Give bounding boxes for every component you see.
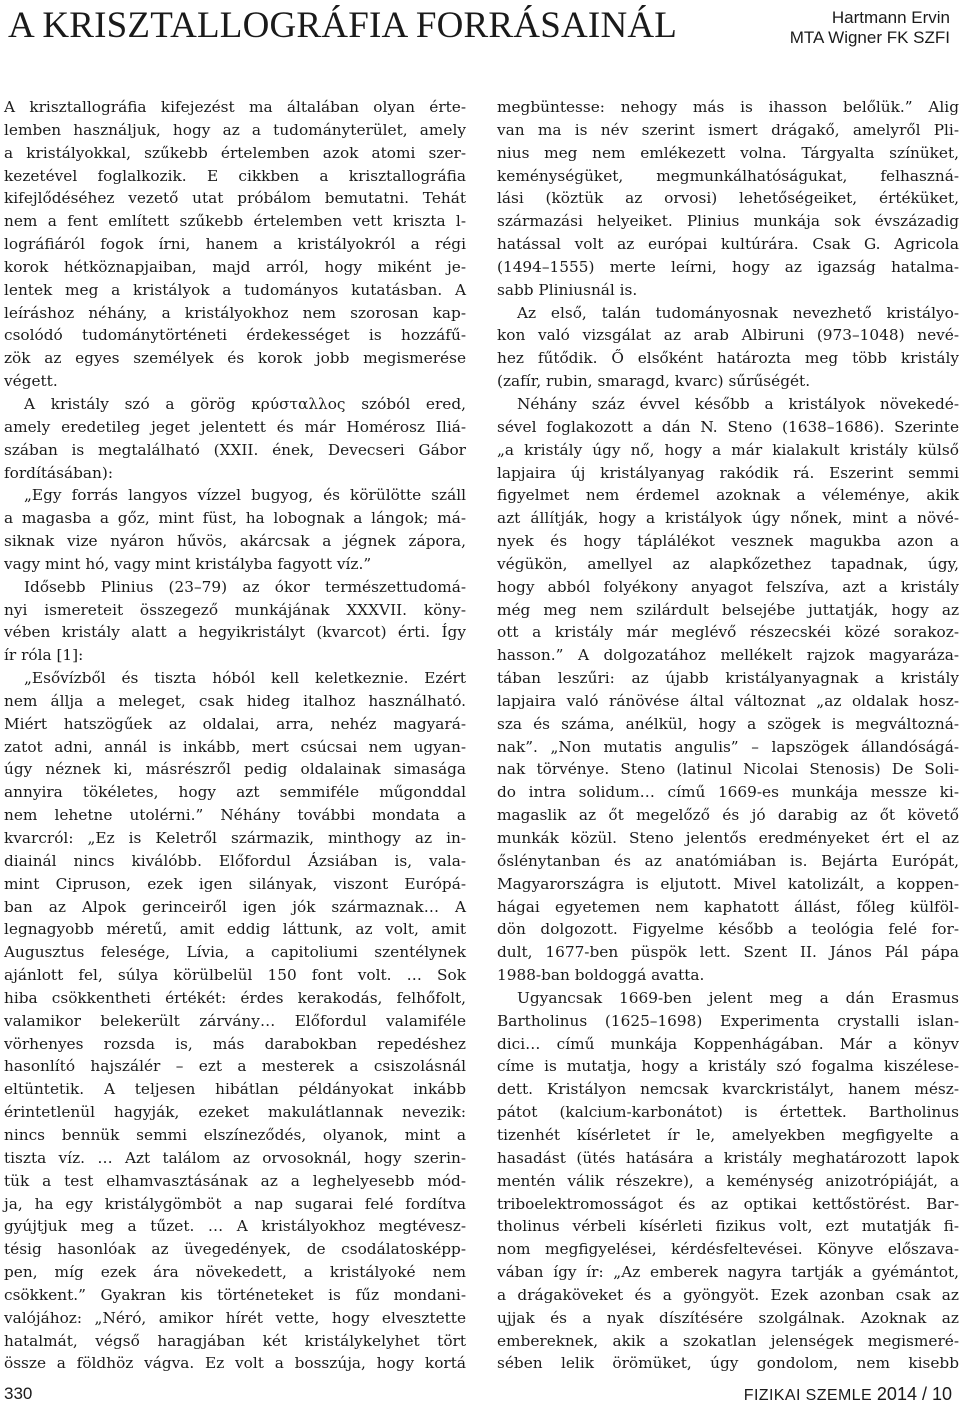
text-line: még meg nem szilárdult belsejébe juttatják, hogy az — [497, 600, 959, 619]
text-line: lapjaira való ránövése által változnat „az oldalak hosz- — [497, 691, 959, 710]
text-line: dön dolgozott. Figyelme később a teológia felé for- — [497, 920, 959, 939]
text-line: zatot adni, annál is inkább, mert csúcsai nem ugyan- — [4, 737, 466, 756]
author-block — [790, 8, 950, 48]
text-line: lentek meg a kristályok a tudományos kutatásban. A — [4, 280, 466, 299]
text-line: tizenhét kísérletet ír le, amelyekben megfigyelte a — [497, 1125, 959, 1144]
text-line: valamikor belekerült zárvány… Előfordul valamiféle — [4, 1011, 466, 1030]
text-line: tholinus vérbeli kísérleti fizikus volt, ezt mutatják fi- — [497, 1217, 959, 1236]
text-line: mentén válik részekre), a keménység anizotrópiáját, a — [497, 1171, 959, 1190]
text-line: siknak vize nyáron hűvös, akárcsak a jégnek zápora, — [4, 532, 466, 551]
text-line: eltüntetik. A teljesen hibátlan példányokat inkább — [4, 1080, 466, 1099]
text-line: hágai egyetemen nem kaphatott állást, főleg külföl- — [497, 897, 959, 916]
text-line: azt állítják, hogy a kristályok úgy nőnek, mint a növé- — [497, 509, 959, 528]
text-line: fordításában): — [4, 463, 113, 482]
text-line: hiba csökkentheti értékét: érdes kerakodás, felhőfolt, — [4, 988, 466, 1007]
text-line: dult, 1677-ben püspök lett. Szent II. János Pál pápa — [497, 943, 959, 962]
text-line: lási (köztük az orvosi) lehetőségeiket, értéküket, — [497, 189, 959, 208]
text-line: tük a test elhamvasztásának az a leghelyesebb mód- — [4, 1171, 466, 1190]
text-line: hatással volt az európai kultúrára. Csak G. Agricola — [497, 235, 959, 254]
text-line: annyira tökéletes, hogy azt semmiféle műgonddal — [4, 783, 466, 802]
text-line: érintetlenül hagyják, ezeket makulátlannak nevezik: — [4, 1103, 466, 1122]
text-line: Az első, talán tudományosnak nevezhető kristályo- — [517, 303, 959, 322]
text-line: hasonlító hajszálér – ezt a mesterek a csiszolásnál — [4, 1057, 466, 1076]
text-line: vában így ír: „Az emberek nagyra tartják a gyémántot, — [497, 1263, 959, 1282]
text-line: ujjak és a nyak díszítésére szolgálnak. Azoknak az — [497, 1308, 959, 1327]
text-line: sével foglakozott a dán N. Steno (1638–1686). Szerinte — [497, 417, 959, 436]
text-line: címe is mutatja, hogy a kristály szó fogalma kiszélese- — [497, 1057, 959, 1076]
text-line: do intra solidum… című 1669-es munkája messze ki- — [497, 783, 959, 802]
text-line: sabb Pliniusnál is. — [497, 280, 638, 299]
journal-title: FIZIKAI SZEMLE — [743, 1387, 873, 1404]
text-line: nem lehetne utolérni.” Néhány további mondata a — [4, 806, 466, 825]
text-line: vörhenyes rozsda is, más darabokban repedéshez — [4, 1034, 466, 1053]
text-line: csolódó tudománytörténeti érdekességet is hozzáfű- — [4, 326, 466, 345]
text-line: pátot (kalcium-karbonátot) is értettek. Bartholinus — [497, 1103, 959, 1122]
text-line: vagy mint hó, vagy mint kristályba fagyott víz.” — [4, 554, 372, 573]
text-line: nem a fent említett szűkebb értelemben vett kriszta l- — [4, 212, 466, 231]
text-line: Augusztus felesége, Lívia, a capitoliumi szentélynek — [4, 943, 466, 962]
text-line: nak törvénye. Steno (latinul Nicolai Stenosis) De Soli- — [497, 760, 959, 779]
text-line: őslénytanban és az anatómiában is. Bejárta Európát, — [497, 851, 959, 870]
text-line: dett. Kristályon nemcsak kvarckristályt, hanem mész- — [497, 1080, 959, 1099]
text-line: munkák közül. Steno jelentős eredményeket ért el az — [497, 829, 959, 847]
text-line: nius meg nem emlékezett volna. Tárgyalta színüket, — [497, 143, 959, 162]
text-line: gyújtjuk meg a tűzet. … A kristályokhoz megtévesz- — [4, 1217, 466, 1236]
page-footer — [0, 1384, 960, 1408]
text-line: sza és száma, anélkül, hogy a szögek is megváltozná- — [497, 714, 959, 733]
text-line: származási helyeiket. Plinius munkája sok évszázadig — [497, 212, 959, 231]
text-line: nyek és hogy táplálékot vesznek magukba azon a — [497, 532, 959, 551]
text-line: sében lelik örömüket, úgy gondolom, nem kisebb — [497, 1354, 959, 1373]
text-line: ott a kristály már meglévő részecskéi közé sorakoz- — [497, 623, 959, 642]
text-line: nem állja a meleget, csak hideg italhoz használható. — [4, 691, 466, 710]
text-line: hasadást (ütés hatására a kristály meghatározott lapok — [497, 1148, 959, 1167]
text-line: kezetével foglalkozik. E cikkben a krisztallográfia — [4, 166, 466, 185]
text-line: hez fűtődik. Ő elsőként határozta meg több kristály — [497, 349, 959, 368]
text-line: „Egy forrás langyos vízzel bugyog, és körülötte száll — [24, 486, 466, 505]
text-line: (zafír, rubin, smaragd, kvarc) sűrűségét. — [497, 372, 811, 391]
text-line: Néhány száz évvel később a kristályok növekedé- — [517, 394, 959, 413]
text-line: nom megfigyelései, kérdésfeltevései. Könyve előszava- — [497, 1240, 959, 1259]
text-line: kon való vizsgálat az arab Albiruni (973–1048) nevé- — [497, 326, 959, 345]
text-line: (1494–1555) merte leírni, hogy az igazság hatalma- — [497, 257, 959, 276]
text-line: 1988-ban boldoggá avatta. — [497, 966, 705, 985]
text-line: végükön, amellyel az alapkőzethez tapadnak, úgy, — [497, 554, 959, 573]
text-line: A krisztallográfia kifejezést ma általában olyan érte- — [4, 98, 466, 116]
text-line: Ugyancsak 1669-ben jelent meg a dán Erasmus — [517, 988, 959, 1007]
text-line: dici… című munkája Koppenhágában. Már a könyv — [497, 1034, 959, 1053]
text-line: triboelektromosságot és az optikai kettőstörést. Bar- — [497, 1194, 959, 1213]
text-line: vében kristály alatt a hegyikristályt (kvarcot) érti. Így — [4, 623, 466, 642]
text-line: magaslik az őt megelőző és jó darabig az őt követő — [497, 806, 959, 825]
text-line: ja, ha egy kristálygömböt a nap sugarai felé fordítva — [4, 1194, 466, 1213]
text-line: leíráshoz néhány, a kristályokhoz nem szorosan kap- — [4, 303, 466, 322]
page-header — [0, 0, 960, 60]
text-line: hatalmát, végső haragjában két kristálykelyhet tört — [4, 1331, 466, 1350]
text-line: korok hétköznapjaiban, majd arról, hogy miként je- — [4, 257, 466, 276]
text-line: diainál nincs kiválóbb. Előfordul Ázsiában is, vala- — [4, 851, 466, 870]
journal-issue: 2014 / 10 — [876, 1384, 952, 1404]
text-line: pen, míg ezek ára növekedett, a kristályoké nem — [4, 1263, 466, 1282]
text-line: zök az egyes személyek és korok jobb megismerése — [4, 349, 466, 368]
text-line: van ma is név szerint ismert drágakő, amelyről Pli- — [497, 120, 959, 139]
author-name: Hartmann Ervin — [831, 8, 950, 27]
text-line: embereknek, akik a szokatlan jelenségek megismeré- — [497, 1331, 959, 1350]
text-line: tésig hasonlóak az üvegedények, de csodálatosképp- — [4, 1240, 466, 1259]
text-line: hogy abból folyékony anyagot felszíva, azt a kristály — [497, 577, 959, 596]
text-line: kvarcról: „Ez is Keletről származik, minthogy az in- — [4, 829, 466, 847]
text-line: nincs bennük semmi elszíneződés, olyanok, mint a — [4, 1125, 466, 1144]
text-line: lapjaira új kristályanyag rakódik rá. Eszerint semmi — [497, 463, 959, 482]
text-line: Bartholinus (1625–1698) Experimenta crystalli islan- — [497, 1011, 959, 1030]
article-title: A KRISZTALLOGRÁFIA FORRÁSAINÁL — [8, 5, 678, 46]
text-line: szában is megtalálható (XXII. ének, Devecseri Gábor — [4, 440, 466, 459]
text-line: a drágaköveket és a gyöngyöt. Ezek azonban csak az — [497, 1285, 959, 1304]
text-line: a kristályokkal, szűkebb értelemben azok atomi szer- — [4, 143, 466, 162]
text-line: össze a földhöz vágva. Ez volt a bosszúja, hogy kortá — [4, 1354, 466, 1373]
text-line: figyelmet nem érdemel azoknak a véleménye, akik — [497, 486, 959, 505]
page-number: 330 — [4, 1384, 33, 1403]
text-line: Idősebb Plinius (23–79) az ókor természettudomá- — [24, 577, 466, 596]
journal-name — [744, 1384, 952, 1405]
text-line: nak”. „Non mutatis angulis” – lapszögek állandóságá- — [497, 737, 959, 756]
text-line: mint Cipruson, ezek igen silányak, viszont Európá- — [4, 874, 466, 893]
text-line: „Esővízből és tiszta hóból kell keletkeznie. Ezért — [24, 669, 466, 688]
text-line: legnagyobb méretű, amit eddig láttunk, az volt, amit — [4, 920, 466, 939]
text-column-left — [4, 96, 466, 1375]
text-line: nyi ismereteit összegező munkájának XXXVII. köny- — [4, 600, 466, 619]
text-line: tiszta víz. … Azt találom az orvosoknál, hogy szerin- — [4, 1148, 466, 1167]
text-line: keménységüket, megmunkálhatóságukat, felhaszná- — [497, 166, 959, 185]
text-line: ajánlott fel, súlya körülbelül 150 font volt. … Sok — [4, 966, 466, 985]
text-line: „a kristály úgy nő, hogy a már kialakult kristály külső — [497, 440, 959, 459]
text-line: csökkent.” Gyakran kis történeteket is fűz mondani- — [4, 1285, 466, 1304]
text-line: amely eredetileg jeget jelentett és már Homérosz Iliá- — [4, 417, 466, 436]
text-line: tában leszűri: az újabb kristályanyagnak a kristály — [497, 669, 959, 688]
text-line: Magyarországra is eljutott. Mivel katolizált, a koppen- — [497, 874, 959, 893]
text-line: lemben használjuk, hogy az a tudományterület, amely — [4, 120, 466, 139]
text-line: a magasba a gőz, mint füst, ha lobognak a lángok; má- — [4, 509, 466, 528]
text-line: úgy néznek ki, másrészről pedig oldalainak simasága — [4, 760, 466, 779]
text-line: hasson.” A dolgozatához mellékelt rajzok magyaráza- — [497, 646, 959, 665]
text-column-right — [497, 96, 959, 1375]
text-line: ír róla [1]: — [4, 646, 84, 665]
author-affiliation: MTA Wigner FK SZFI — [789, 28, 950, 47]
text-line: kifejlődéséhez vezető utat próbálom bemutatni. Tehát — [4, 189, 466, 208]
text-line: lográfiáról fogok írni, hanem a kristályokról a régi — [4, 235, 466, 254]
text-line: végett. — [4, 372, 58, 391]
text-line: valójához: „Néró, amikor hírét vette, hogy elvesztette — [4, 1308, 466, 1327]
text-line: A kristály szó a görög κρύσταλλος szóból ered, — [24, 394, 466, 413]
text-line: ban az Alpok gerinceiről igen jók származnak… A — [4, 897, 466, 916]
text-line: megbüntesse: nehogy más is ihasson belőlük.” Alig — [497, 98, 959, 116]
text-line: Miért hatszögűek az oldalai, arra, nehéz magyará- — [4, 714, 466, 733]
